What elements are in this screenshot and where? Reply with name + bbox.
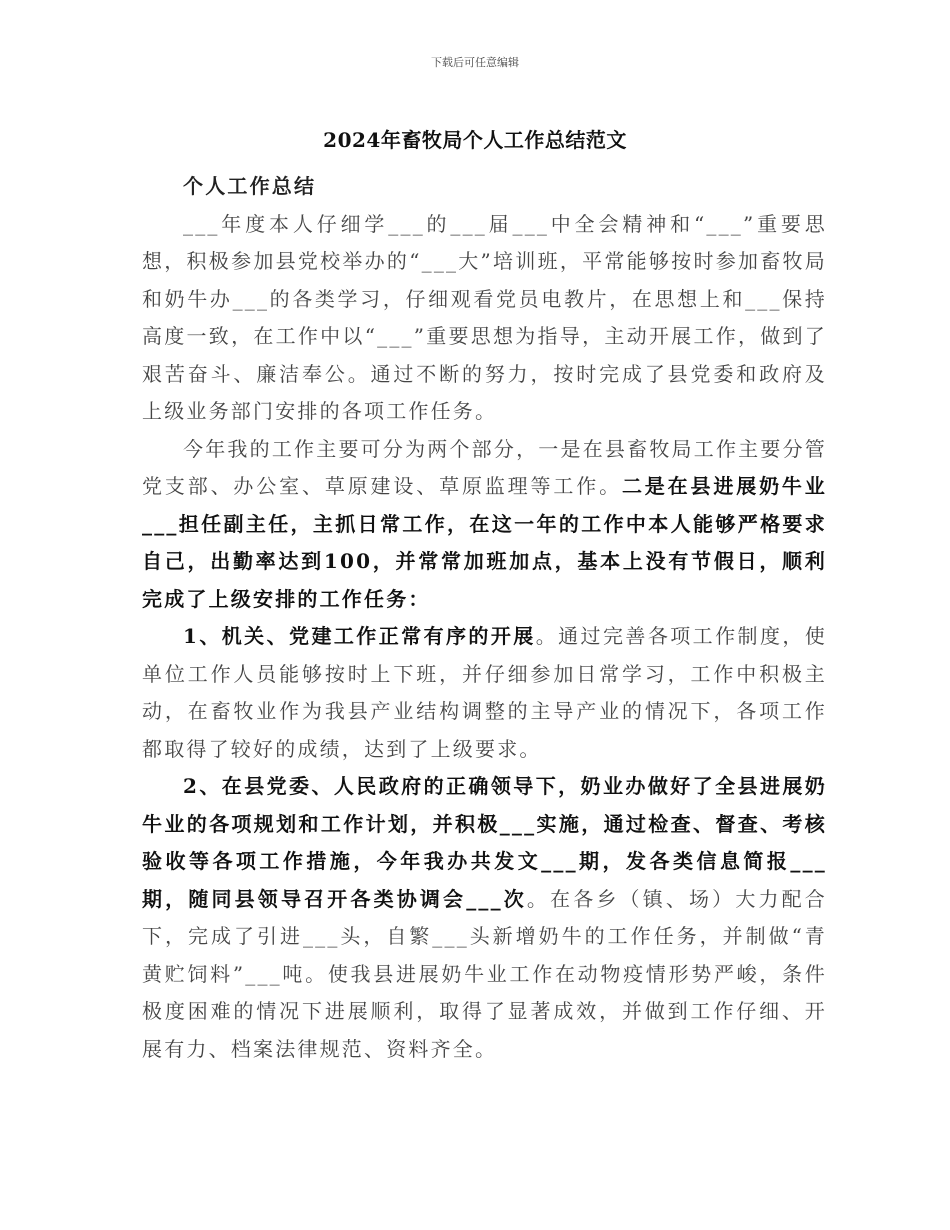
header-note: 下载后可任意编辑 (431, 56, 519, 69)
paragraph-3-bold-text: 1、机关、党建工作正常有序的开展 (183, 624, 536, 648)
paragraph-2-text: 今年我的工作主要可分为两个部分，一是在县畜牧局工作主要分管党支部、办公室、草原建设、草原监理等工作。 (142, 436, 827, 498)
section-heading: 个人工作总结 (183, 174, 317, 198)
document-title: 2024年畜牧局个人工作总结范文 (323, 128, 627, 152)
paragraph-2-bold-text: 二是在县进展奶牛业___担任副主任，主抓日常工作，在这一年的工作中本人能够严格要求自己，出勤率达到100，并常常加班加点，基本上没有节假日，顺利完成了上级安排的工作任务： (142, 474, 827, 611)
paragraph-3-text: 。通过完善各项工作制度，使单位工作人员能够按时上下班，并仔细参加日常学习，工作中积极主动，在畜牧业作为我县产业结构调整的主导产业的情况下，各项工作都取得了较好的成绩，达到了上级要求。 (142, 624, 827, 761)
paragraph-2 (142, 431, 827, 619)
paragraph-4-bold-text: 2、在县党委、人民政府的正确领导下，奶业办做好了全县进展奶牛业的各项规划和工作计划，并积极___实施，通过检查、督查、考核验收等各项工作措施，今年我办共发文___期，发各类信息简报___期，随同县领导召开各类协调会___次 (142, 774, 827, 911)
document-body (142, 168, 827, 1068)
paragraph-4-text: 。在各乡（镇、场）大力配合下，完成了引进___头，自繁___头新增奶牛的工作任务，并制做“青黄贮饲料”___吨。使我县进展奶牛业工作在动物疫情形势严峻，条件极度困难的情况下进展顺利，取得了显著成效，并做到工作仔细、开展有力、档案法律规范、资料齐全。 (142, 886, 827, 1061)
paragraph-1 (142, 206, 827, 431)
paragraph-3 (142, 618, 827, 768)
paragraph-1-text: ___年度本人仔细学___的___届___中全会精神和“___”重要思想，积极参加县党校举办的“___大”培训班，平常能够按时参加畜牧局和奶牛办___的各类学习，仔细观看党员电教片，在思想上和___保持高度一致，在工作中以“___”重要思想为指导，主动开展工作，做到了艰苦奋斗、廉洁奉公。通过不断的努力，按时完成了县党委和政府及上级业务部门安排的各项工作任务。 (142, 211, 827, 423)
paragraph-4 (142, 768, 827, 1068)
